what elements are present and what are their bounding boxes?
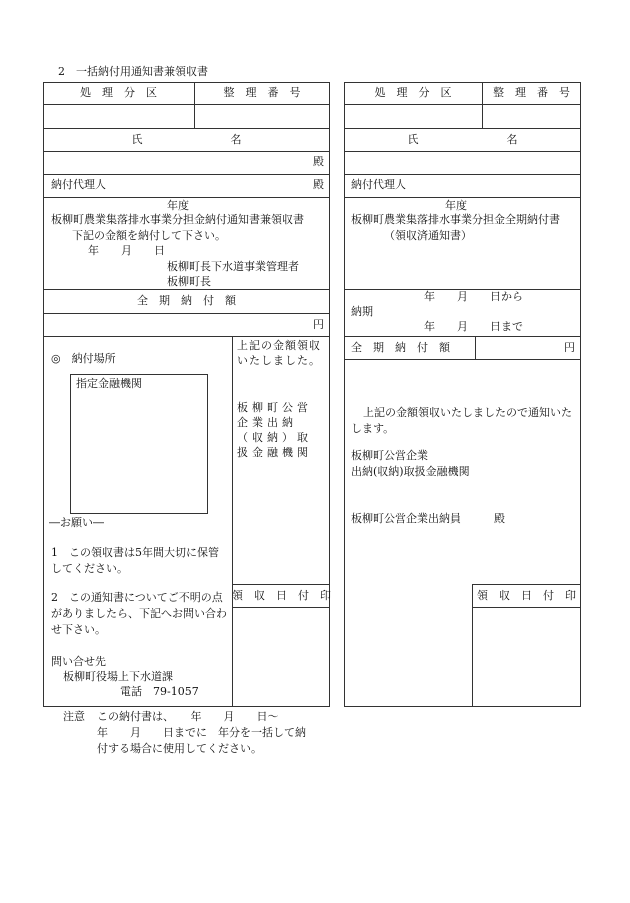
note-line-2: 年 月 日までに 年分を一括して納: [97, 726, 306, 739]
right-company: 板柳町公営企業: [351, 449, 428, 462]
left-issuer-2: 板柳町長: [167, 275, 211, 288]
note-line-3: 付する場合に使用してください。: [97, 742, 262, 755]
form-title: 2 一括納付用通知書兼領収書: [58, 65, 208, 78]
left-header-class: 処 理 分 区: [80, 86, 157, 99]
right-total-label: 全 期 納 付 額: [351, 341, 450, 354]
left-notice-line: 下記の金額を納付して下さい。: [72, 229, 226, 242]
right-period-from: 年 月 日から: [424, 290, 523, 303]
contact-phone: 電話 79-1057: [120, 685, 199, 698]
note-label: 注意: [63, 710, 85, 723]
right-agent-label: 納付代理人: [351, 178, 406, 191]
left-place-label: ◎ 納付場所: [51, 352, 116, 365]
left-name-header: 氏 名: [131, 133, 242, 146]
request-1: 1 この領収書は5年間大切に保管してください。: [51, 546, 219, 575]
left-agent-label: 納付代理人: [51, 178, 106, 191]
right-notice-sub: （領収済通知書）: [384, 229, 472, 242]
right-name-header: 氏 名: [407, 133, 518, 146]
note-line-1: この納付書は、 年 月 日～: [97, 710, 279, 723]
right-form-border: [344, 82, 581, 707]
left-bank-handler: 板柳町公営企業出納（収納）取扱金融機関: [237, 401, 312, 459]
right-notice-title: 板柳町農業集落排水事業分担金全期納付書: [351, 213, 560, 226]
right-period-label: 納期: [351, 305, 373, 318]
left-bank-label: 指定金融機関: [76, 377, 142, 390]
left-header-number: 整 理 番 号: [223, 86, 301, 99]
left-total-label: 全 期 納 付 額: [137, 294, 236, 307]
right-yen: 円: [564, 341, 575, 354]
right-treasurer: 板柳町公営企業出納員 殿: [351, 512, 505, 525]
request-header: ―お願い―: [49, 516, 104, 529]
left-agent-dono: 殿: [313, 178, 324, 191]
left-year-label: 年度: [167, 199, 189, 212]
left-received-text: 上記の金額領収いたしました。: [237, 339, 321, 367]
right-company-bank: 出納(収納)取扱金融機関: [351, 465, 470, 478]
right-header-number: 整 理 番 号: [493, 86, 570, 99]
request-2: 2 この通知書についてご不明の点がありましたら、下記へお問い合わせ下さい。: [51, 591, 227, 636]
right-notice-text: 上記の金額領収いたしましたので通知いたします。: [351, 406, 572, 435]
right-header-class: 処 理 分 区: [374, 86, 452, 99]
left-dono: 殿: [313, 155, 324, 168]
left-issuer-1: 板柳町長下水道事業管理者: [167, 260, 299, 273]
left-stamp-label: 領 収 日 付 印: [232, 589, 331, 602]
right-period-to: 年 月 日まで: [424, 320, 523, 333]
left-notice-title: 板柳町農業集落排水事業分担金納付通知書兼領収書: [51, 213, 304, 226]
left-date-line: 年 月 日: [88, 244, 165, 257]
contact-office: 板柳町役場上下水道課: [63, 670, 173, 683]
left-yen: 円: [313, 318, 324, 331]
right-stamp-label: 領 収 日 付 印: [477, 589, 576, 602]
right-year-label: 年度: [445, 199, 467, 212]
bank-box: [70, 374, 208, 514]
contact-label: 問い合せ先: [51, 655, 106, 668]
